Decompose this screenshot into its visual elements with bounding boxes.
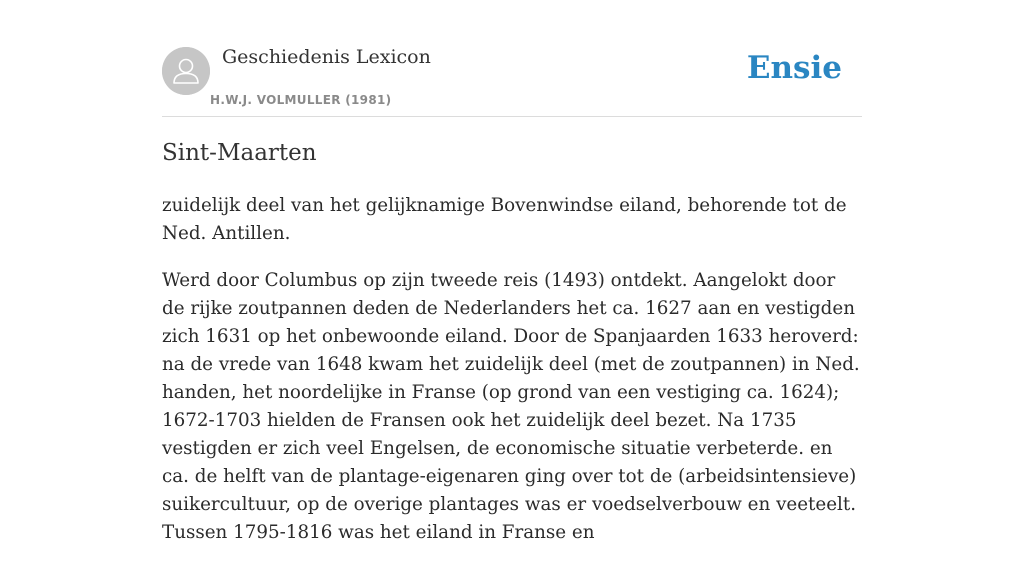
entry-paragraph: zuidelijk deel van het gelijknamige Bovenwindse eiland, behorende tot de Ned. Antillen.	[162, 195, 847, 244]
source-author[interactable]: H.W.J. VOLMULLER (1981)	[210, 93, 392, 107]
ensie-logo[interactable]: Ensie	[746, 50, 842, 86]
avatar[interactable]	[162, 47, 210, 95]
entry-body	[162, 192, 862, 566]
entry-title: Sint-Maarten	[162, 140, 317, 166]
entry-paragraph: Werd door Columbus op zijn tweede reis (1493) ontdekt. Aangelokt door de rijke zoutpannen deden de Nederlanders het ca. 1627 aan en vestigden zich 1631 op het onbewoonde eiland. Door de Spanjaarden 1633 heroverd: na de vrede van 1648 kwam het zuidelijk deel (met de zoutpannen) in Ned. handen, het noordelijke in Franse (op grond van een vestiging ca. 1624); 1672-1703 hielden de Fransen ook het zuidelijk deel bezet. Na 1735 vestigden er zich veel Engelsen, de economische situatie verbeterde. en ca. de helft van de plantage-eigenaren ging over tot de (arbeidsintensieve) suikercultuur, op de overige plantages was er voedselverbouw en veeteelt. Tussen 1795-1816 was het eiland in Franse en	[162, 270, 860, 543]
user-icon	[162, 47, 210, 95]
page	[162, 0, 862, 543]
source-header	[162, 0, 862, 117]
source-title[interactable]: Geschiedenis Lexicon	[222, 46, 431, 68]
